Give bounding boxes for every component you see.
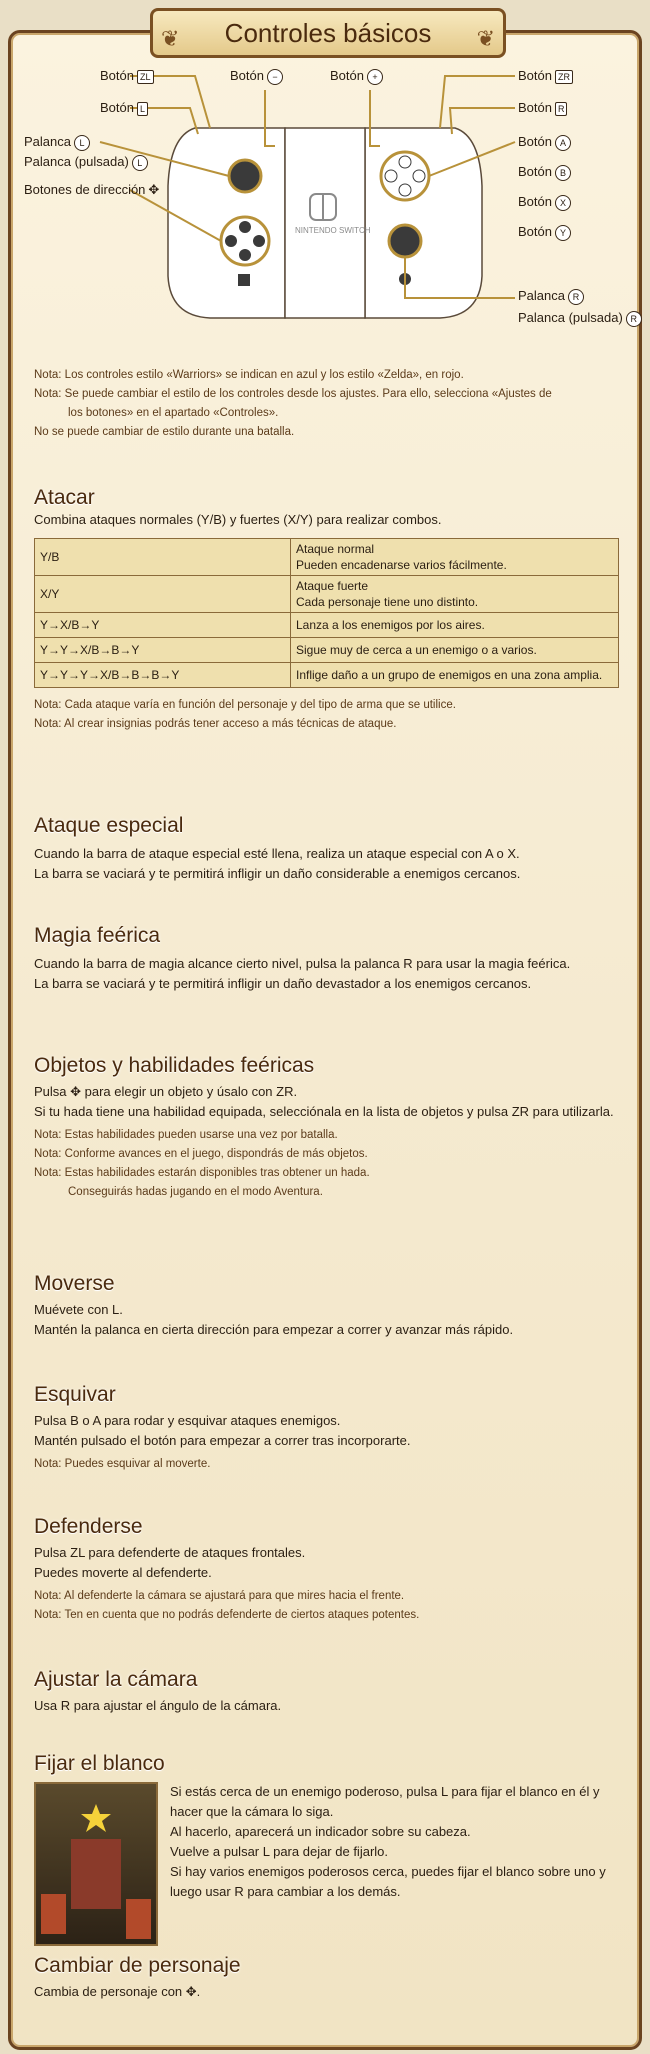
label-rstick: Palanca R [518, 288, 584, 305]
note-attack-2: Nota: Al crear insignias podrás tener acceso a más técnicas de ataque. [34, 718, 397, 730]
note-settings: Nota: Se puede cambiar el estilo de los controles desde los ajustes. Para ello, selecciona «Ajustes de [34, 388, 552, 400]
page-title: Controles básicos [224, 18, 432, 48]
section-camara: Ajustar la cámara Usa R para ajustar el ángulo de la cámara. [34, 1668, 619, 1716]
table-row: Y→Y→X/B→B→Y Sigue muy de cerca a un enemigo o a varios. [35, 638, 619, 663]
table-row: Y→X/B→Y Lanza a los enemigos por los aires. [35, 613, 619, 638]
heading-defenderse: Defenderse [34, 1515, 143, 1538]
heading-objetos: Objetos y habilidades feéricas [34, 1054, 315, 1077]
note-attack-1: Nota: Cada ataque varía en función del personaje y del tipo de arma que se utilice. [34, 699, 456, 711]
label-zr: Botón ZR [518, 68, 573, 84]
label-b: Botón B [518, 164, 571, 181]
attack-table [34, 538, 619, 688]
lock-on-scene [36, 1784, 156, 1944]
label-lstick: Palanca L [24, 134, 90, 151]
section-objetos: Objetos y habilidades feéricas Pulsa ✥ para elegir un objeto y úsalo con ZR. Si tu hada tiene una habilidad equipada, selecciónala en la lista de objetos y pulsa ZR para utilizarla. Nota: Estas habilidades pueden usarse una vez por batalla. Nota: Conforme avances en el juego, dispondrás de más objetos. Nota: Estas habilidades estarán disponibles tras obtener un hada. Conseguirás hadas jugando en el modo Aventura. [34, 1054, 619, 1202]
label-l: Botón L [100, 100, 148, 116]
label-y: Botón Y [518, 224, 571, 241]
top-notes [34, 366, 619, 442]
label-rstick-press: Palanca (pulsada) R [518, 310, 642, 327]
heading-esquivar: Esquivar [34, 1383, 116, 1406]
dpad-icon: ✥ [148, 182, 160, 197]
heading-moverse: Moverse [34, 1272, 115, 1295]
section-esquivar: Esquivar Pulsa B o A para rodar y esquivar ataques enemigos. Mantén pulsado el botón para empezar a correr tras incorporarte. Nota: Puedes esquivar al moverte. [34, 1383, 619, 1474]
section-fijar: Fijar el blanco Si estás cerca de un enemigo poderoso, pulsa L para fijar el blanco en él y hacer que la cámara lo siga. Al hacerlo, aparecerá un indicador sobre su cabeza. Vuelve a pulsar L para dejar de fijarlo. Si hay varios enemigos poderosos cerca, puedes fijar el blanco sobre uno y luego usar R para cambiar a los demás. [34, 1752, 619, 1947]
note-styles: Nota: Los controles estilo «Warriors» se indican en azul y los estilo «Zelda», en rojo. [34, 369, 464, 381]
table-row: X/Y Ataque fuerte Cada personaje tiene uno distinto. [35, 576, 619, 613]
label-dpad: Botones de dirección ✥ [24, 182, 160, 197]
heading-fijar: Fijar el blanco [34, 1752, 165, 1775]
lock-on-screenshot [34, 1782, 158, 1946]
label-lstick-press: Palanca (pulsada) L [24, 154, 148, 171]
label-plus: Botón + [330, 68, 383, 85]
section-especial: Ataque especial Cuando la barra de ataque especial esté llena, realiza un ataque especial con A o X. La barra se vaciará y te permitirá infligir un daño considerable a enemigos cercanos. [34, 814, 619, 884]
section-defenderse: Defenderse Pulsa ZL para defenderte de ataques frontales. Puedes moverte al defenderte. Nota: Al defenderte la cámara se ajustará para que mires hacia el frente. Nota: Ten en cuenta que no podrás defenderte de ciertos ataques potentes. [34, 1515, 619, 1625]
section-magia: Magia feérica Cuando la barra de magia alcance cierto nivel, pulsa la palanca R para usar la magia feérica. La barra se vaciará y te permitirá infligir un daño devastador a los enemigos cercanos. [34, 924, 619, 994]
heading-camara: Ajustar la cámara [34, 1668, 198, 1691]
label-x: Botón X [518, 194, 571, 211]
ornament-left-icon: ❦ [161, 26, 180, 51]
heading-atacar: Atacar [34, 486, 95, 509]
table-row: Y→Y→Y→X/B→B→B→Y Inflige daño a un grupo de enemigos en una zona amplia. [35, 663, 619, 688]
table-row: Y/B Ataque normal Pueden encadenarse varios fácilmente. [35, 539, 619, 576]
note-battle: No se puede cambiar de estilo durante una batalla. [34, 426, 295, 438]
heading-especial: Ataque especial [34, 814, 184, 837]
controller-diagram [20, 66, 638, 346]
note-settings-cont: los botones» en el apartado «Controles». [68, 407, 279, 419]
section-moverse: Moverse Muévete con L. Mantén la palanca en cierta dirección para empezar a correr y avanzar más rápido. [34, 1272, 619, 1340]
label-zl: Botón ZL [100, 68, 154, 84]
ornament-right-icon: ❦ [476, 26, 495, 51]
switch-logo-text: NINTENDO SWITCH [295, 226, 371, 235]
title-banner [150, 8, 506, 58]
heading-cambiar: Cambiar de personaje [34, 1954, 241, 1977]
heading-magia: Magia feérica [34, 924, 161, 947]
section-cambiar: Cambiar de personaje Cambia de personaje con ✥. [34, 1954, 619, 2002]
label-minus: Botón − [230, 68, 283, 85]
label-r: Botón R [518, 100, 567, 116]
label-a: Botón A [518, 134, 571, 151]
section-atacar [34, 486, 619, 734]
atacar-intro: Combina ataques normales (Y/B) y fuertes (X/Y) para realizar combos. [34, 512, 442, 527]
